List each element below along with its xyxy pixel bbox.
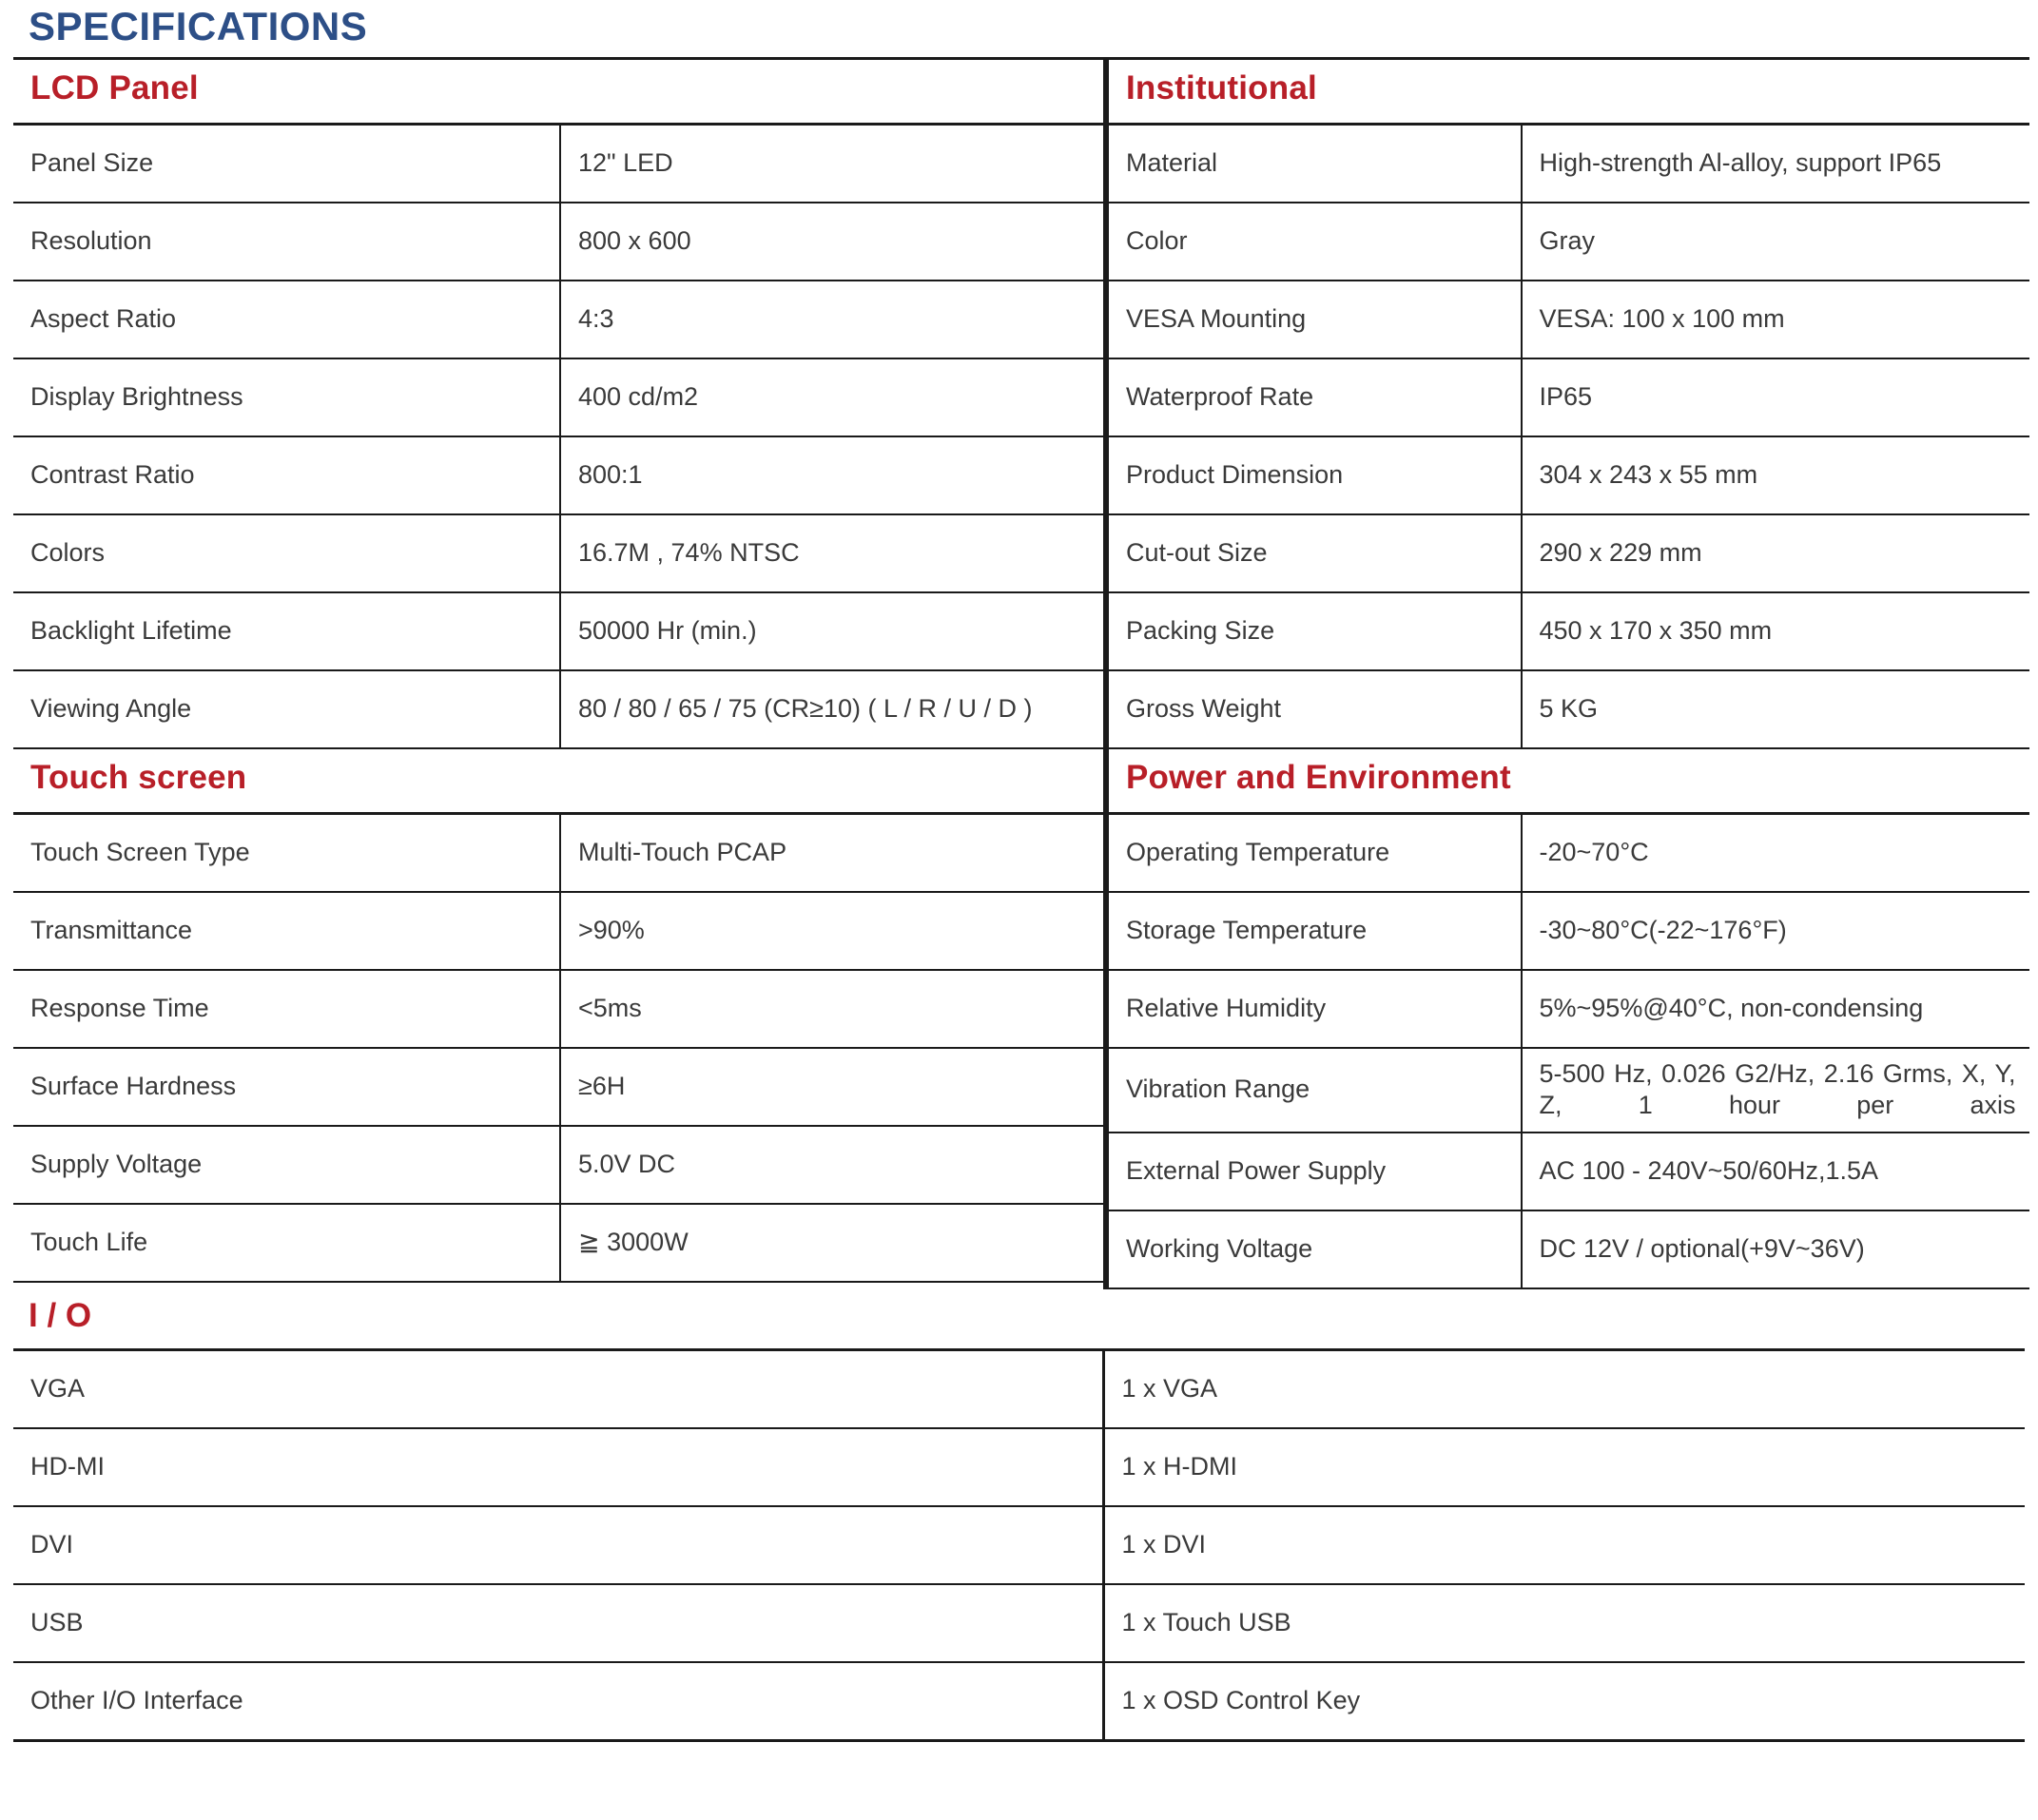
panel-power-environment <box>1103 749 2028 1289</box>
row-value: <5ms <box>560 970 1103 1048</box>
table-row <box>1108 813 2029 892</box>
row-value: ≥6H <box>560 1048 1103 1126</box>
row-value: 1 x VGA <box>1103 1349 2025 1428</box>
row-label: Relative Humidity <box>1108 970 1522 1048</box>
table-row <box>13 358 1103 436</box>
row-value: DC 12V / optional(+9V~36V) <box>1522 1210 2029 1288</box>
section-block-touch-power <box>13 749 2025 1289</box>
table-row <box>13 1126 1103 1204</box>
section-heading-row-power-environment <box>1108 749 2029 813</box>
table-lcd-panel <box>13 57 1103 749</box>
row-value: Multi-Touch PCAP <box>560 813 1103 892</box>
table-row <box>1108 281 2029 358</box>
table-row <box>13 970 1103 1048</box>
row-label: Touch Screen Type <box>13 813 560 892</box>
section-heading-institutional: Institutional <box>1108 59 2029 125</box>
table-row <box>13 514 1103 592</box>
row-label: HD-MI <box>13 1428 1103 1506</box>
row-label: VGA <box>13 1349 1103 1428</box>
row-value: ≧ 3000W <box>560 1204 1103 1282</box>
table-row <box>1108 1210 2029 1288</box>
section-heading-row-io <box>13 1289 2025 1349</box>
row-value: VESA: 100 x 100 mm <box>1522 281 2029 358</box>
table-row <box>1108 892 2029 970</box>
table-row <box>1108 124 2029 203</box>
table-row <box>13 1506 2025 1584</box>
row-label: Colors <box>13 514 560 592</box>
table-row <box>13 1204 1103 1282</box>
row-label: Surface Hardness <box>13 1048 560 1126</box>
row-label: External Power Supply <box>1108 1133 1522 1210</box>
row-label: Panel Size <box>13 124 560 203</box>
row-label: Product Dimension <box>1108 436 1522 514</box>
section-block-io <box>13 1289 2025 1742</box>
row-label: Viewing Angle <box>13 670 560 748</box>
row-label: Packing Size <box>1108 592 1522 670</box>
row-value: 1 x DVI <box>1103 1506 2025 1584</box>
row-label: VESA Mounting <box>1108 281 1522 358</box>
row-value: Gray <box>1522 203 2029 281</box>
table-row <box>13 592 1103 670</box>
table-row <box>1108 1133 2029 1210</box>
page-title: SPECIFICATIONS <box>29 4 368 48</box>
row-value: 290 x 229 mm <box>1522 514 2029 592</box>
row-label: Gross Weight <box>1108 670 1522 748</box>
row-value: AC 100 - 240V~50/60Hz,1.5A <box>1522 1133 2029 1210</box>
section-heading-row-institutional <box>1108 59 2029 125</box>
row-value: 50000 Hr (min.) <box>560 592 1103 670</box>
table-row <box>13 436 1103 514</box>
row-label: Response Time <box>13 970 560 1048</box>
table-touch-screen <box>13 749 1103 1283</box>
row-value: 80 / 80 / 65 / 75 (CR≥10) ( L / R / U / D ) <box>560 670 1103 748</box>
row-value: 5-500 Hz, 0.026 G2/Hz, 2.16 Grms, X, Y, Z, 1 hour per axis <box>1522 1048 2029 1133</box>
row-label: Contrast Ratio <box>13 436 560 514</box>
table-row <box>13 1584 2025 1662</box>
panel-institutional <box>1103 57 2028 749</box>
row-label: Touch Life <box>13 1204 560 1282</box>
row-value: 450 x 170 x 350 mm <box>1522 592 2029 670</box>
table-row <box>1108 592 2029 670</box>
row-value: 800:1 <box>560 436 1103 514</box>
table-row <box>1108 436 2029 514</box>
table-row <box>13 670 1103 748</box>
row-value: 12" LED <box>560 124 1103 203</box>
row-label: Operating Temperature <box>1108 813 1522 892</box>
row-label: DVI <box>13 1506 1103 1584</box>
row-label: Color <box>1108 203 1522 281</box>
row-value: 5 KG <box>1522 670 2029 748</box>
row-label: Material <box>1108 124 1522 203</box>
row-value: 4:3 <box>560 281 1103 358</box>
row-label: Other I/O Interface <box>13 1662 1103 1741</box>
row-value: IP65 <box>1522 358 2029 436</box>
row-label: Waterproof Rate <box>1108 358 1522 436</box>
table-row <box>13 813 1103 892</box>
table-row <box>13 892 1103 970</box>
table-row <box>1108 514 2029 592</box>
table-row <box>13 1428 2025 1506</box>
row-label: Transmittance <box>13 892 560 970</box>
table-row <box>13 281 1103 358</box>
section-heading-power-environment: Power and Environment <box>1108 749 2029 813</box>
panel-touch-screen <box>13 749 1103 1289</box>
row-value: 1 x OSD Control Key <box>1103 1662 2025 1741</box>
row-label: Resolution <box>13 203 560 281</box>
table-row <box>1108 970 2029 1048</box>
table-row <box>1108 670 2029 748</box>
row-value: 16.7M , 74% NTSC <box>560 514 1103 592</box>
table-institutional <box>1106 57 2029 749</box>
row-value: -30~80°C(-22~176°F) <box>1522 892 2029 970</box>
row-value: 5.0V DC <box>560 1126 1103 1204</box>
table-io <box>13 1289 2025 1742</box>
row-value: 1 x Touch USB <box>1103 1584 2025 1662</box>
table-row <box>1108 1048 2029 1133</box>
panel-lcd <box>13 57 1103 749</box>
row-label: USB <box>13 1584 1103 1662</box>
table-row <box>1108 203 2029 281</box>
section-block-lcd-institutional <box>13 57 2025 749</box>
row-value: High-strength Al-alloy, support IP65 <box>1522 124 2029 203</box>
section-heading-touch-screen: Touch screen <box>13 749 1103 813</box>
row-label: Aspect Ratio <box>13 281 560 358</box>
row-label: Backlight Lifetime <box>13 592 560 670</box>
row-label: Vibration Range <box>1108 1048 1522 1133</box>
table-row <box>13 1662 2025 1741</box>
row-value: 304 x 243 x 55 mm <box>1522 436 2029 514</box>
table-row <box>13 1349 2025 1428</box>
row-value: 1 x H-DMI <box>1103 1428 2025 1506</box>
row-value: 400 cd/m2 <box>560 358 1103 436</box>
table-row <box>13 1048 1103 1126</box>
row-value: -20~70°C <box>1522 813 2029 892</box>
section-heading-row-touch-screen <box>13 749 1103 813</box>
section-heading-lcd: LCD Panel <box>13 59 1103 125</box>
table-row <box>1108 358 2029 436</box>
section-heading-io: I / O <box>13 1289 2025 1349</box>
section-heading-row-lcd <box>13 59 1103 125</box>
row-label: Display Brightness <box>13 358 560 436</box>
row-value: >90% <box>560 892 1103 970</box>
table-power-environment <box>1106 749 2029 1289</box>
row-value: 800 x 600 <box>560 203 1103 281</box>
row-label: Working Voltage <box>1108 1210 1522 1288</box>
row-label: Supply Voltage <box>13 1126 560 1204</box>
row-label: Cut-out Size <box>1108 514 1522 592</box>
row-value: 5%~95%@40°C, non-condensing <box>1522 970 2029 1048</box>
row-label: Storage Temperature <box>1108 892 1522 970</box>
table-row <box>13 124 1103 203</box>
table-row <box>13 203 1103 281</box>
